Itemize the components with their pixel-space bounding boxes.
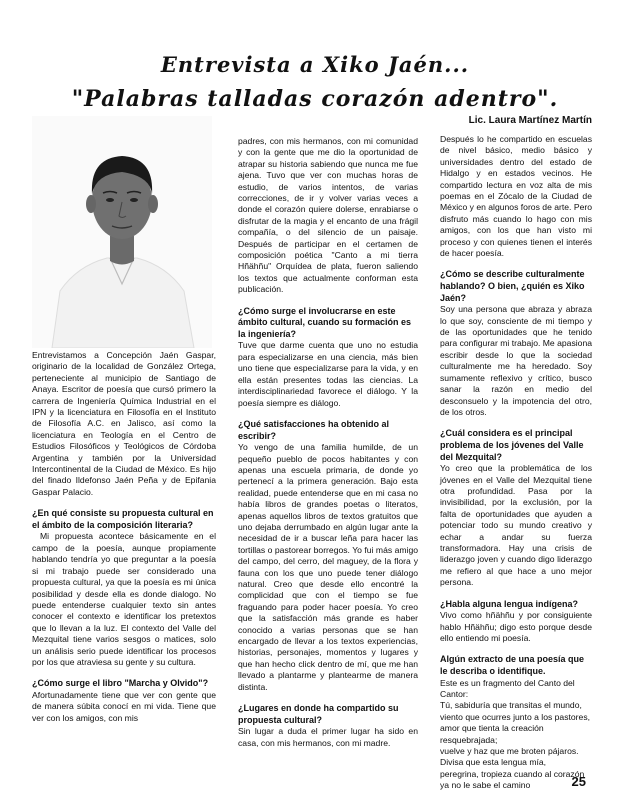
column-3 [440, 134, 592, 792]
question-heading: ¿Cómo surge el libro "Marcha y Olvido"? [32, 678, 209, 689]
answer-paragraph: Sin lugar a duda el primer lugar ha sido en casa, con mis hermanos, con mi madre. [238, 726, 418, 748]
question-heading: ¿En qué consiste su propuesta cultural en el ámbito de la composición literaria? [32, 508, 214, 530]
portrait-photo [32, 116, 212, 348]
question-heading: ¿Cómo se describe culturalmente hablando? O bien, ¿quién es Xiko Jaén? [440, 269, 585, 303]
answer-paragraph: Tuve que darme cuenta que uno no estudia para especializarse en una ciencia, más bien uno tiene que especializarse para la vida, y en ella están presentes todas las ciencias. La interdisciplinariedad favorece el diálogo. Y la poesía siempre es diálogo. [238, 340, 418, 408]
question-heading: ¿Cómo surge el involucrarse en este ámbito cultural, cuando su formación es la ingeniería? [238, 305, 412, 339]
answer-paragraph: Vivo como hñähñu y por consiguiente hablo Hñähñu; digo esto porque desde ello entiendo mi poesía. [440, 610, 592, 643]
poem-line: ya no le sabe el camino [440, 780, 531, 791]
intro-paragraph: Entrevistamos a Concepción Jaén Gaspar, originario de la localidad de González Ortega, perteneciente al municipio de Santiago de Anaya. Escritor de poesía que cursó primero la carrera de Ingeniería Química Industrial en el IPN y la licenciatura en Filosofía en el Instituto de Filosofía A.C. en Jalisco, así como la licenciatura en Teología en el Centro de Estudios Filosóficos y Teológicos de Córdoba Argentina y también por la Universidad Intercontinental de la Ciudad de México. Es hijo del finado Ildefonso Jaén Peña y de Epifania Gaspar Palacio. [32, 350, 216, 497]
answer-paragraph: Después lo he compartido en escuelas de nivel básico, medio básico y universidades dentro del estado de Hidalgo y en estados vecinos. He compartido lectura en voz alta de mis poemas en el Zócalo de la Ciudad de México y en algunos foros de arte. Pero disfruto más cuando lo hago con mis amigos, con los que han visto mi proceso y con quienes tienen el interés de hacer poesía. [440, 134, 592, 259]
poem-line: Tú, sabiduría que transitas el mundo, [440, 700, 582, 711]
poem-line: peregrina, tropieza cuando al corazón [440, 768, 585, 779]
poem-line: viento que ocurres junto a los pastores, [440, 711, 591, 722]
question-heading: ¿Cuál considera es el principal problema de los jóvenes del Valle del Mezquital? [440, 428, 584, 462]
poem-line: Divisa que esta lengua mía, [440, 757, 547, 768]
poem-line: vuelve y haz que me broten pájaros. [440, 746, 579, 756]
title-line-2: "Palabras talladas corazón adentro". [71, 86, 559, 112]
question-heading: ¿Habla alguna lengua indígena? [440, 598, 579, 609]
answer-paragraph: Afortunadamente tiene que ver con gente que de manera súbita conocí en mi vida. Tiene que ver con los amigos, con mis [32, 689, 216, 723]
question-heading: Algún extracto de una poesía que le describa o identifique. [440, 654, 585, 676]
portrait-photo-icon [32, 116, 212, 348]
question-heading: ¿Lugares en donde ha compartido su propuesta cultural? [238, 703, 399, 725]
answer-paragraph: padres, con mis hermanos, con mi comunidad y con la gente que me dio la oportunidad de atrapar su historia sabiendo que nunca me fue ajena. Tuvo que ver con muchas horas de estudio, de varios intentos, de varias correcciones, de ir y volver varias veces a donde el corazón quiere dolerse, enrabiarse o disfrutar de la magia y el encanto de una frágil compañía, o del silencio de un paisaje. Después de participar en el certamen de composición poética "Canto a mi tierra Hñähñu" Orquídea de plata, fueron saliendo los textos que actualmente conforman esta publicación. [238, 136, 418, 295]
poem-line: Este es un fragmento del Canto del Cantor: [440, 677, 575, 699]
answer-paragraph: Soy una persona que abraza y abraza lo que soy, consciente de mi tiempo y de las oportunidades que he tenido para configurar mi trabajo. Me apasiona escribir desde lo que la sociedad culturalmente me ha heredado. Soy sumamente reflexivo y crítico, busco sanar la razón en medio del desconsuelo y la impotencia del otro, de los otros. [440, 304, 592, 417]
column-2 [238, 136, 418, 759]
answer-paragraph: Mi propuesta acontece básicamente en el campo de la poesía, aunque propiamente hablando tendría yo que preguntar a la poesía si mi trabajo puede ser considerado una propuesta cultural, ya que la poesía es mi única posibilidad y desde ella es donde dialogo. No puede entenderse cualquier texto sin antes conocer el contexto e identificar los pretextos que lo llevan a la luz. El contexto del Valle del Mezquital tiene varios sesgos o matices, solo un análisis serio puede identificar los procesos por los que atraviesa su gente y su cultura. [32, 531, 216, 667]
title-line-1: Entrevista a Xiko Jaén... [160, 52, 470, 77]
question-heading: ¿Qué satisfacciones ha obtenido al escribir? [238, 418, 390, 441]
answer-paragraph: Yo vengo de una familia humilde, de un pequeño pueblo de pocos habitantes y con apenas una escuela primaria, de donde yo pertenecí a la primera generación. Bajo esta realidad, puede entenderse que en mi casa no había libros de grandes poetas o literatos, apenas aquellos libros de textos gratuitos que uno dejaba derrumbado en algún lugar ante la necesidad de ir a buscar leña para hacer las tortillas o pastorear borregos. Yo fui más amigo del campo, del cerro, del maguey, de la flora y fauna con los que uno puede tener diálogo natural. Creo que desde ello encontré la complicidad que con el tiempo se fue fraguando para poder hacer poesía. Yo creo que la satisfacción más grande es haber conocido a varias personas que se han encargado de llevar a los textos experiencias, historias, personajes, momentos y lugares y que han hecho click dentro de mí, que me han llevado a plantarme y plantearme de manera distinta. [238, 442, 418, 692]
page-number: 25 [571, 774, 586, 789]
poem-excerpt [440, 678, 592, 792]
poem-line: amor que tienta la creación resquebrajada; [440, 723, 544, 745]
author-byline: Lic. Laura Martínez Martín [468, 115, 592, 126]
column-1 [32, 350, 216, 734]
answer-paragraph: Yo creo que la problemática de los jóvenes en el Valle del Mezquital tiene otra profundidad. Pasa por la invisibilidad, por la exclusión, por la falta de oportunidades que ayuden a potenciar todo su mundo creativo y echar a andar su fuerza transformadora. Hay una crisis de liderazgo joven y cuando digo liderazgo me refiero al que hace a uno mejor persona. [440, 463, 592, 588]
